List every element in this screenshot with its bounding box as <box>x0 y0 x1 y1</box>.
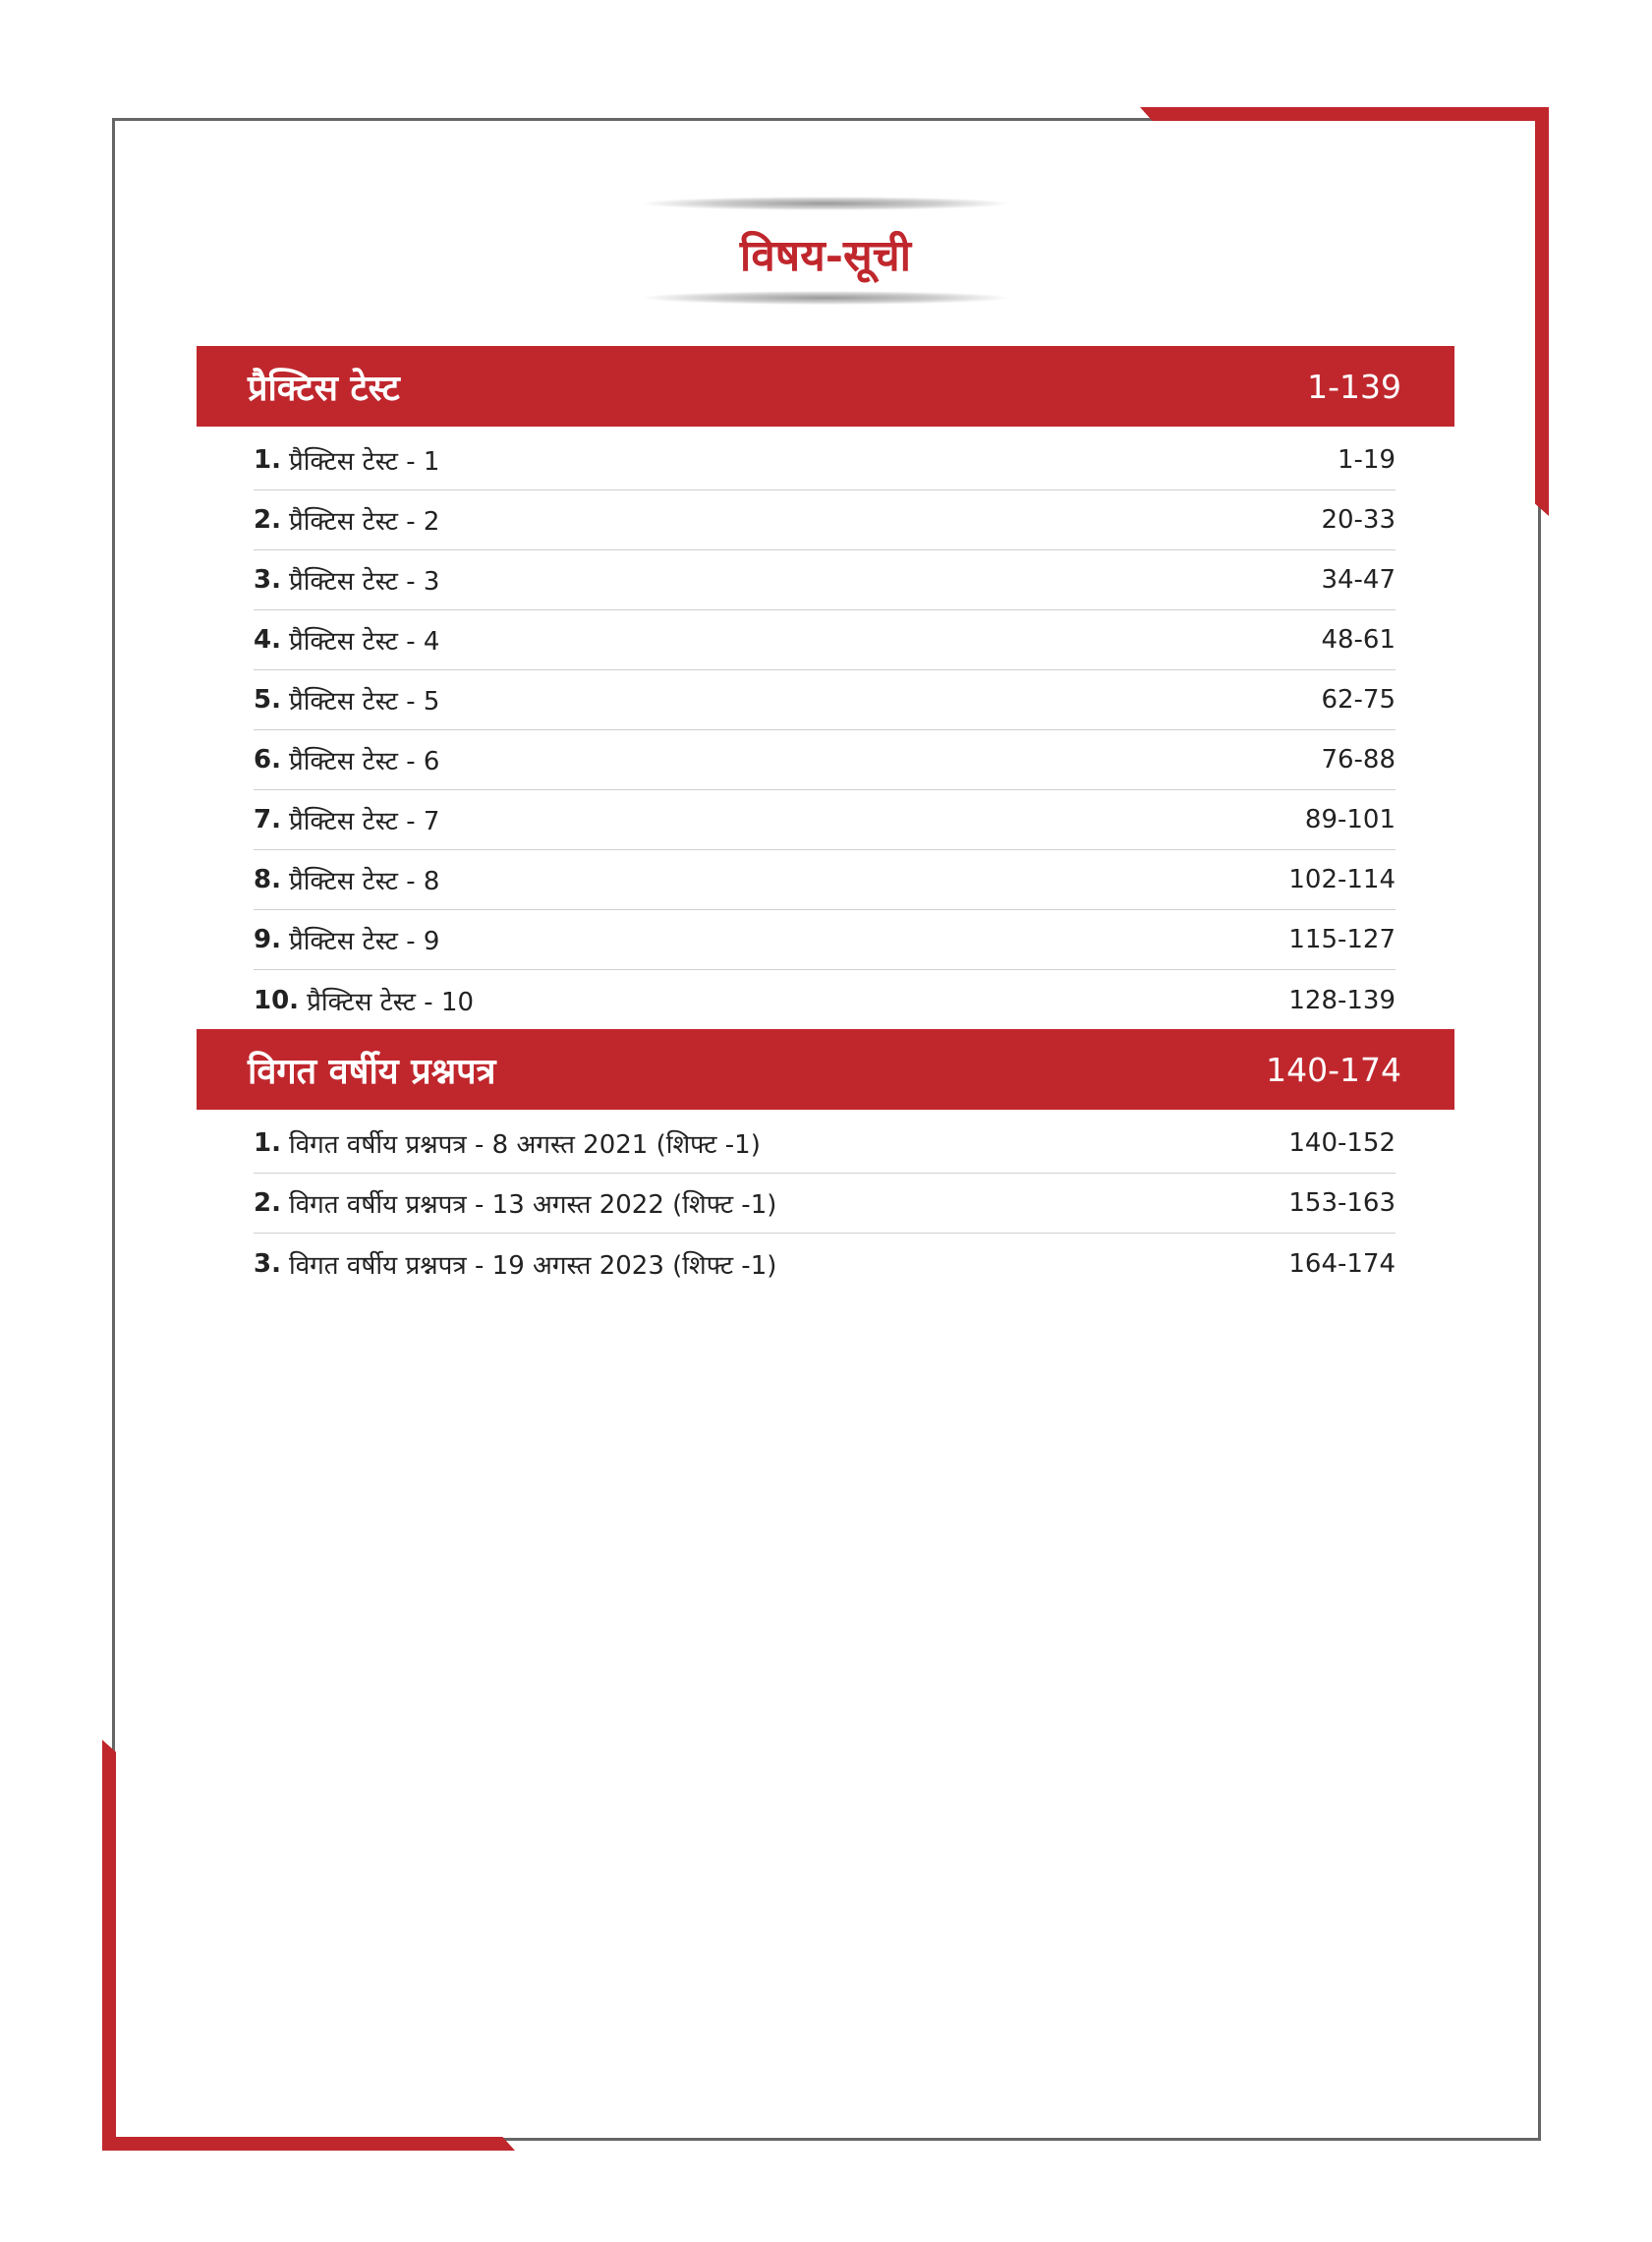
entry-page-range: 76-88 <box>1321 745 1396 775</box>
entry-number: 6. <box>254 745 281 775</box>
corner-accent-bottom-left-vertical <box>102 1740 116 2151</box>
entry-number: 1. <box>254 1128 281 1158</box>
entry-title: प्रैक्टिस टेस्ट - 1 <box>288 447 440 477</box>
entry-title: प्रैक्टिस टेस्ट - 5 <box>288 687 440 717</box>
entry-page-range: 102-114 <box>1288 865 1396 894</box>
entry-number: 7. <box>254 805 281 834</box>
toc-entry[interactable] <box>254 1234 1396 1293</box>
section-page-range: 140-174 <box>1266 1050 1401 1089</box>
title-divider-top <box>644 197 1007 210</box>
entry-number: 3. <box>254 565 281 595</box>
entry-number: 8. <box>254 865 281 894</box>
toc-entry[interactable] <box>254 431 1396 490</box>
corner-accent-top-right <box>1140 107 1549 121</box>
entry-page-range: 62-75 <box>1321 685 1396 715</box>
entry-number: 10. <box>254 985 300 1015</box>
toc-entry[interactable] <box>254 490 1396 550</box>
toc-entry[interactable] <box>254 970 1396 1030</box>
entry-title: प्रैक्टिस टेस्ट - 8 <box>288 867 440 896</box>
corner-accent-bottom-left <box>102 2137 515 2151</box>
toc-entry[interactable] <box>254 910 1396 970</box>
toc-entry[interactable] <box>254 850 1396 910</box>
section-title: प्रैक्टिस टेस्ट <box>248 368 400 409</box>
corner-accent-top-right-vertical <box>1535 107 1549 516</box>
section-page-range: 1-139 <box>1307 367 1401 406</box>
section-header-practice-tests[interactable] <box>197 346 1454 427</box>
toc-entry[interactable] <box>254 1114 1396 1174</box>
entry-page-range: 153-163 <box>1288 1188 1396 1218</box>
toc-entry[interactable] <box>254 670 1396 730</box>
entry-page-range: 115-127 <box>1288 925 1396 954</box>
page-title-block <box>644 197 1007 305</box>
entry-number: 4. <box>254 625 281 655</box>
toc-entry[interactable] <box>254 610 1396 670</box>
entry-page-range: 89-101 <box>1304 805 1396 834</box>
entry-number: 5. <box>254 685 281 715</box>
entry-page-range: 140-152 <box>1288 1128 1396 1158</box>
page-title: विषय-सूची <box>739 231 912 281</box>
entry-page-range: 20-33 <box>1321 505 1396 535</box>
entry-title: प्रैक्टिस टेस्ट - 7 <box>288 807 440 836</box>
entry-number: 2. <box>254 505 281 535</box>
toc-entry[interactable] <box>254 550 1396 610</box>
toc-list-practice-tests <box>254 431 1396 1030</box>
toc-entry[interactable] <box>254 790 1396 850</box>
entry-page-range: 1-19 <box>1337 445 1396 475</box>
entry-title: प्रैक्टिस टेस्ट - 6 <box>288 747 440 776</box>
entry-title: प्रैक्टिस टेस्ट - 3 <box>288 567 440 597</box>
toc-entry[interactable] <box>254 1174 1396 1234</box>
entry-number: 3. <box>254 1248 281 1279</box>
entry-page-range: 34-47 <box>1321 565 1396 595</box>
entry-number: 9. <box>254 925 281 954</box>
title-divider-bottom <box>644 291 1007 305</box>
entry-title: प्रैक्टिस टेस्ट - 2 <box>288 507 440 537</box>
entry-title: विगत वर्षीय प्रश्नपत्र - 13 अगस्त 2022 (शिफ्ट -1) <box>288 1190 777 1220</box>
section-header-previous-papers[interactable] <box>197 1029 1454 1110</box>
entry-number: 1. <box>254 445 281 475</box>
entry-page-range: 48-61 <box>1321 625 1396 655</box>
toc-entry[interactable] <box>254 730 1396 790</box>
entry-title: विगत वर्षीय प्रश्नपत्र - 19 अगस्त 2023 (शिफ्ट -1) <box>288 1250 777 1281</box>
entry-title: विगत वर्षीय प्रश्नपत्र - 8 अगस्त 2021 (शिफ्ट -1) <box>288 1130 761 1160</box>
toc-list-previous-papers <box>254 1114 1396 1293</box>
entry-title: प्रैक्टिस टेस्ट - 10 <box>307 987 475 1017</box>
entry-title: प्रैक्टिस टेस्ट - 4 <box>288 627 440 657</box>
entry-title: प्रैक्टिस टेस्ट - 9 <box>288 927 440 956</box>
entry-page-range: 164-174 <box>1288 1248 1396 1279</box>
entry-number: 2. <box>254 1188 281 1218</box>
entry-page-range: 128-139 <box>1288 985 1396 1015</box>
section-title: विगत वर्षीय प्रश्नपत्र <box>248 1051 496 1092</box>
